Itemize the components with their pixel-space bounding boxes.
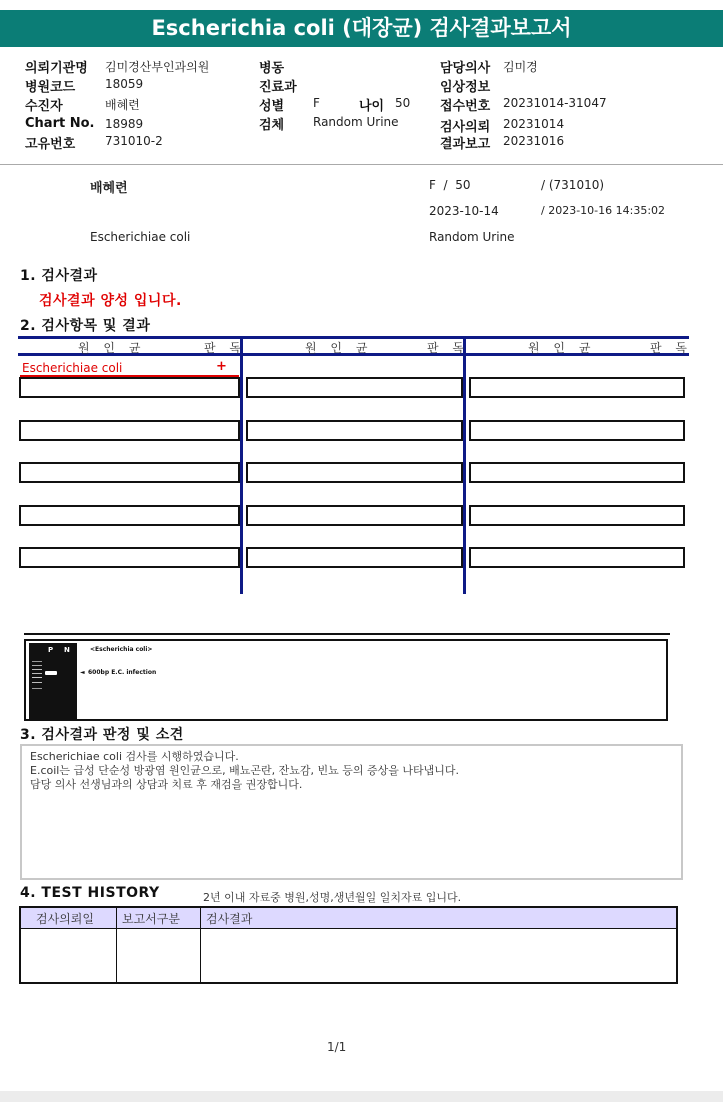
grid-divider-2 bbox=[463, 336, 466, 594]
opinion-line-1: Escherichiae coli 검사를 시행하였습니다. bbox=[30, 750, 239, 763]
gel-top-rule bbox=[24, 633, 670, 635]
gel-image bbox=[29, 643, 77, 719]
ladder-band bbox=[32, 682, 42, 683]
ladder-band bbox=[32, 673, 42, 674]
header-divider bbox=[0, 164, 723, 165]
value-physician: 김미경 bbox=[503, 60, 538, 74]
history-header-row bbox=[21, 908, 676, 928]
result-box bbox=[246, 505, 463, 526]
summary-name: 배혜련 bbox=[90, 181, 128, 196]
gel-lane-p: P bbox=[48, 646, 54, 654]
label-hospital-code: 병원코드 bbox=[25, 80, 76, 95]
history-col-divider bbox=[200, 908, 201, 982]
value-receipt-no: 20231014-31047 bbox=[503, 96, 607, 110]
value-specimen: Random Urine bbox=[313, 115, 399, 129]
ladder-band bbox=[32, 661, 42, 662]
result-box bbox=[246, 420, 463, 441]
result-box bbox=[469, 462, 685, 483]
result-box bbox=[19, 505, 240, 526]
value-patient: 배혜련 bbox=[105, 98, 140, 112]
ladder-band bbox=[32, 677, 42, 678]
col-header-judgment-3: 판 독 bbox=[650, 341, 692, 355]
section-4-title: 4. TEST HISTORY bbox=[20, 885, 160, 901]
col-header-organism-3: 원 인 균 bbox=[528, 341, 596, 355]
value-report-date: 20231016 bbox=[503, 134, 565, 148]
result-box bbox=[469, 377, 685, 398]
gel-title: <Escherichia coli> bbox=[90, 646, 153, 653]
section-3-title: 3. 검사결과 판정 및 소견 bbox=[20, 727, 184, 743]
label-sex: 성별 bbox=[259, 99, 285, 114]
label-patient: 수진자 bbox=[25, 99, 63, 114]
bottom-bar bbox=[0, 1091, 723, 1102]
label-report-date: 결과보고 bbox=[440, 137, 491, 152]
positive-band bbox=[45, 671, 57, 675]
label-receipt-no: 접수번호 bbox=[440, 99, 491, 114]
ladder-band bbox=[32, 688, 42, 689]
section-2-title: 2. 검사항목 및 결과 bbox=[20, 318, 151, 334]
label-request-date: 검사의뢰 bbox=[440, 120, 491, 135]
summary-id: / (731010) bbox=[541, 178, 605, 192]
ladder-band bbox=[32, 665, 42, 666]
value-sex: F bbox=[313, 96, 320, 110]
label-age: 나이 bbox=[359, 99, 385, 114]
col-header-judgment-2: 판 독 bbox=[427, 341, 469, 355]
ladder-band bbox=[32, 669, 42, 670]
value-age: 50 bbox=[395, 96, 411, 110]
result-box bbox=[246, 462, 463, 483]
result-box bbox=[469, 420, 685, 441]
label-physician: 담당의사 bbox=[440, 61, 491, 76]
result-box bbox=[19, 462, 240, 483]
page-number: 1/1 bbox=[327, 1040, 347, 1054]
col-header-judgment-1: 판 독 bbox=[204, 341, 246, 355]
label-clinical-info: 임상정보 bbox=[440, 80, 491, 95]
value-requesting-institution: 김미경산부인과의원 bbox=[105, 60, 210, 74]
result-organism-name: Escherichiae coli bbox=[22, 361, 123, 375]
summary-specimen: Random Urine bbox=[429, 230, 515, 244]
gel-lane-n: N bbox=[64, 646, 70, 654]
label-requesting-institution: 의뢰기관명 bbox=[25, 61, 88, 76]
label-chart-no: Chart No. bbox=[25, 116, 95, 131]
history-header-line bbox=[21, 928, 676, 929]
opinion-line-2: E.coil는 급성 단순성 방광염 원인균으로, 배뇨곤란, 잔뇨감, 빈뇨 등의 증상을 나타냅니다. bbox=[30, 764, 459, 777]
value-request-date: 20231014 bbox=[503, 117, 565, 131]
label-unique-id: 고유번호 bbox=[25, 137, 76, 152]
summary-test: Escherichiae coli bbox=[90, 230, 191, 244]
result-box bbox=[19, 420, 240, 441]
history-note: 2년 이내 자료중 병원,성명,생년월일 일치자료 입니다. bbox=[203, 891, 462, 904]
label-ward: 병동 bbox=[259, 61, 285, 76]
result-box bbox=[246, 547, 463, 568]
result-box bbox=[469, 505, 685, 526]
history-col-report-type: 보고서구분 bbox=[122, 912, 180, 926]
history-table bbox=[19, 906, 678, 984]
label-department: 진료과 bbox=[259, 80, 297, 95]
value-hospital-code: 18059 bbox=[105, 77, 144, 91]
value-chart-no: 18989 bbox=[105, 117, 144, 131]
result-judgment: + bbox=[216, 359, 227, 374]
opinion-line-3: 담당 의사 선생님과의 상담과 치료 후 재검을 권장합니다. bbox=[30, 778, 303, 791]
history-col-request-date: 검사의뢰일 bbox=[36, 912, 94, 926]
result-box bbox=[19, 547, 240, 568]
value-unique-id: 731010-2 bbox=[105, 134, 163, 148]
gel-arrow-icon: ◄ bbox=[80, 669, 85, 676]
history-col-result: 검사결과 bbox=[206, 912, 253, 926]
result-box bbox=[19, 377, 240, 398]
opinion-box bbox=[20, 744, 683, 880]
col-header-organism-2: 원 인 균 bbox=[305, 341, 373, 355]
report-title: Escherichia coli (대장균) 검사결과보고서 bbox=[0, 10, 723, 47]
gel-annotation: 600bp E.C. infection bbox=[88, 669, 157, 676]
summary-sex-age: F / 50 bbox=[429, 178, 471, 192]
result-box bbox=[246, 377, 463, 398]
label-specimen: 검체 bbox=[259, 118, 285, 133]
result-box bbox=[469, 547, 685, 568]
history-col-divider bbox=[116, 908, 117, 982]
summary-date-request: 2023-10-14 bbox=[429, 204, 499, 218]
result-positive-text: 검사결과 양성 입니다. bbox=[39, 293, 182, 309]
summary-date-report: / 2023-10-16 14:35:02 bbox=[541, 204, 666, 217]
section-1-title: 1. 검사결과 bbox=[20, 268, 98, 284]
grid-divider-1 bbox=[240, 336, 243, 594]
col-header-organism-1: 원 인 균 bbox=[78, 341, 146, 355]
